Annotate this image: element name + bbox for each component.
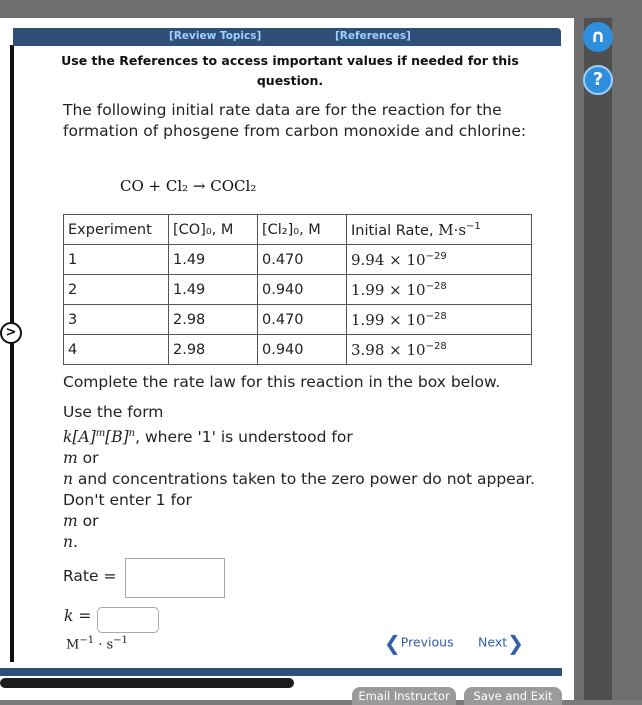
header-initial-rate (347, 215, 532, 245)
cell-experiment: 1 (64, 245, 169, 275)
rate-mantissa: 1.99 × 10 (351, 310, 426, 329)
rate-exponent: −28 (425, 310, 447, 322)
k-units-s: · s (98, 637, 114, 653)
cell-co: 2.98 (169, 335, 258, 365)
var-m: m (63, 449, 78, 468)
k-units-exp-2: −1 (113, 635, 128, 646)
cell-cl2: 0.940 (258, 335, 347, 365)
or-word-2: or (82, 512, 99, 531)
table-row (64, 245, 532, 275)
chevron-right-icon: ❯ (507, 631, 524, 655)
instruction-m-or-2 (63, 511, 543, 532)
k-units (66, 630, 128, 655)
instruction-n-end (63, 532, 543, 553)
left-border-rule (10, 45, 14, 662)
instruction-form-block (63, 402, 543, 553)
rate-data-table (63, 214, 532, 365)
k-units-m: M (66, 637, 80, 653)
n-line-rest: and concentrations taken to the zero power do not appear. Don't enter 1 for (63, 470, 536, 510)
question-intro: The following initial rate data are for the reaction for the formation of phosgene from carbon monoxide and chlorine: (63, 101, 527, 140)
header-co: [CO]₀, M (169, 215, 258, 245)
header-rate-units: M·s (438, 220, 467, 239)
right-rail (574, 18, 642, 700)
k-label: k = (64, 607, 92, 625)
table-row (64, 275, 532, 305)
rate-label: Rate = (63, 567, 117, 585)
form-tail: , where '1' is understood for (135, 428, 353, 447)
or-word: or (82, 449, 99, 468)
email-instructor-button[interactable]: Email Instructor (352, 687, 456, 705)
references-link[interactable]: [References] (335, 30, 411, 42)
reaction-equation: CO + Cl₂ → COCl₂ (120, 177, 257, 195)
horizontal-scrollbar[interactable] (0, 678, 294, 688)
var-n: n (63, 470, 73, 489)
next-button[interactable] (478, 631, 524, 655)
next-label: Next (478, 634, 508, 650)
bottom-rule (0, 668, 562, 676)
references-note: Use the References to access important values if needed for this question. (61, 53, 519, 88)
headset-icon[interactable]: ∩ (583, 22, 613, 52)
var-m-2: m (63, 512, 78, 531)
form-b-term: [B] (105, 428, 129, 447)
expand-panel-icon[interactable]: > (0, 322, 22, 344)
cell-experiment: 3 (64, 305, 169, 335)
rate-law-input[interactable] (125, 558, 225, 598)
header-rate-label: Initial Rate, (351, 222, 439, 239)
rate-mantissa: 3.98 × 10 (351, 340, 426, 359)
cell-rate (347, 245, 532, 275)
instruction-m-or (63, 448, 543, 469)
save-and-exit-button[interactable]: Save and Exit (464, 687, 562, 705)
cell-rate (347, 335, 532, 365)
top-bar (0, 0, 642, 18)
cell-cl2: 0.470 (258, 245, 347, 275)
form-exponent-n: n (128, 428, 136, 439)
instruction-form-line (63, 423, 543, 448)
var-n-end: n. (63, 533, 78, 552)
references-bar (13, 28, 561, 46)
instruction-complete: Complete the rate law for this reaction in the box below. (63, 373, 501, 391)
instruction-n-line (63, 469, 543, 511)
table-row (64, 305, 532, 335)
rate-exponent: −28 (425, 280, 447, 292)
help-icon[interactable]: ? (583, 65, 613, 95)
rate-mantissa: 1.99 × 10 (351, 280, 426, 299)
header-cl2: [Cl₂]₀, M (258, 215, 347, 245)
chevron-left-icon: ❮ (384, 631, 401, 655)
cell-cl2: 0.940 (258, 275, 347, 305)
header-experiment: Experiment (64, 215, 169, 245)
cell-co: 1.49 (169, 245, 258, 275)
header-rate-units-exp: −1 (466, 220, 481, 232)
cell-rate (347, 305, 532, 335)
cell-co: 2.98 (169, 305, 258, 335)
previous-button[interactable] (384, 631, 454, 655)
instruction-use-form: Use the form (63, 403, 164, 421)
k-units-exp-1: −1 (79, 635, 95, 646)
form-exponent-m: m (95, 428, 106, 439)
cell-cl2: 0.470 (258, 305, 347, 335)
cell-experiment: 4 (64, 335, 169, 365)
table-row (64, 335, 532, 365)
rate-exponent: −29 (425, 250, 447, 262)
cell-experiment: 2 (64, 275, 169, 305)
previous-label: Previous (400, 634, 454, 650)
cell-co: 1.49 (169, 275, 258, 305)
table-header-row (64, 215, 532, 245)
cell-rate (347, 275, 532, 305)
review-topics-link[interactable]: [Review Topics] (169, 30, 262, 42)
rate-mantissa: 9.94 × 10 (351, 250, 426, 269)
rate-exponent: −28 (425, 340, 447, 352)
form-expression: k[A] (63, 428, 96, 447)
